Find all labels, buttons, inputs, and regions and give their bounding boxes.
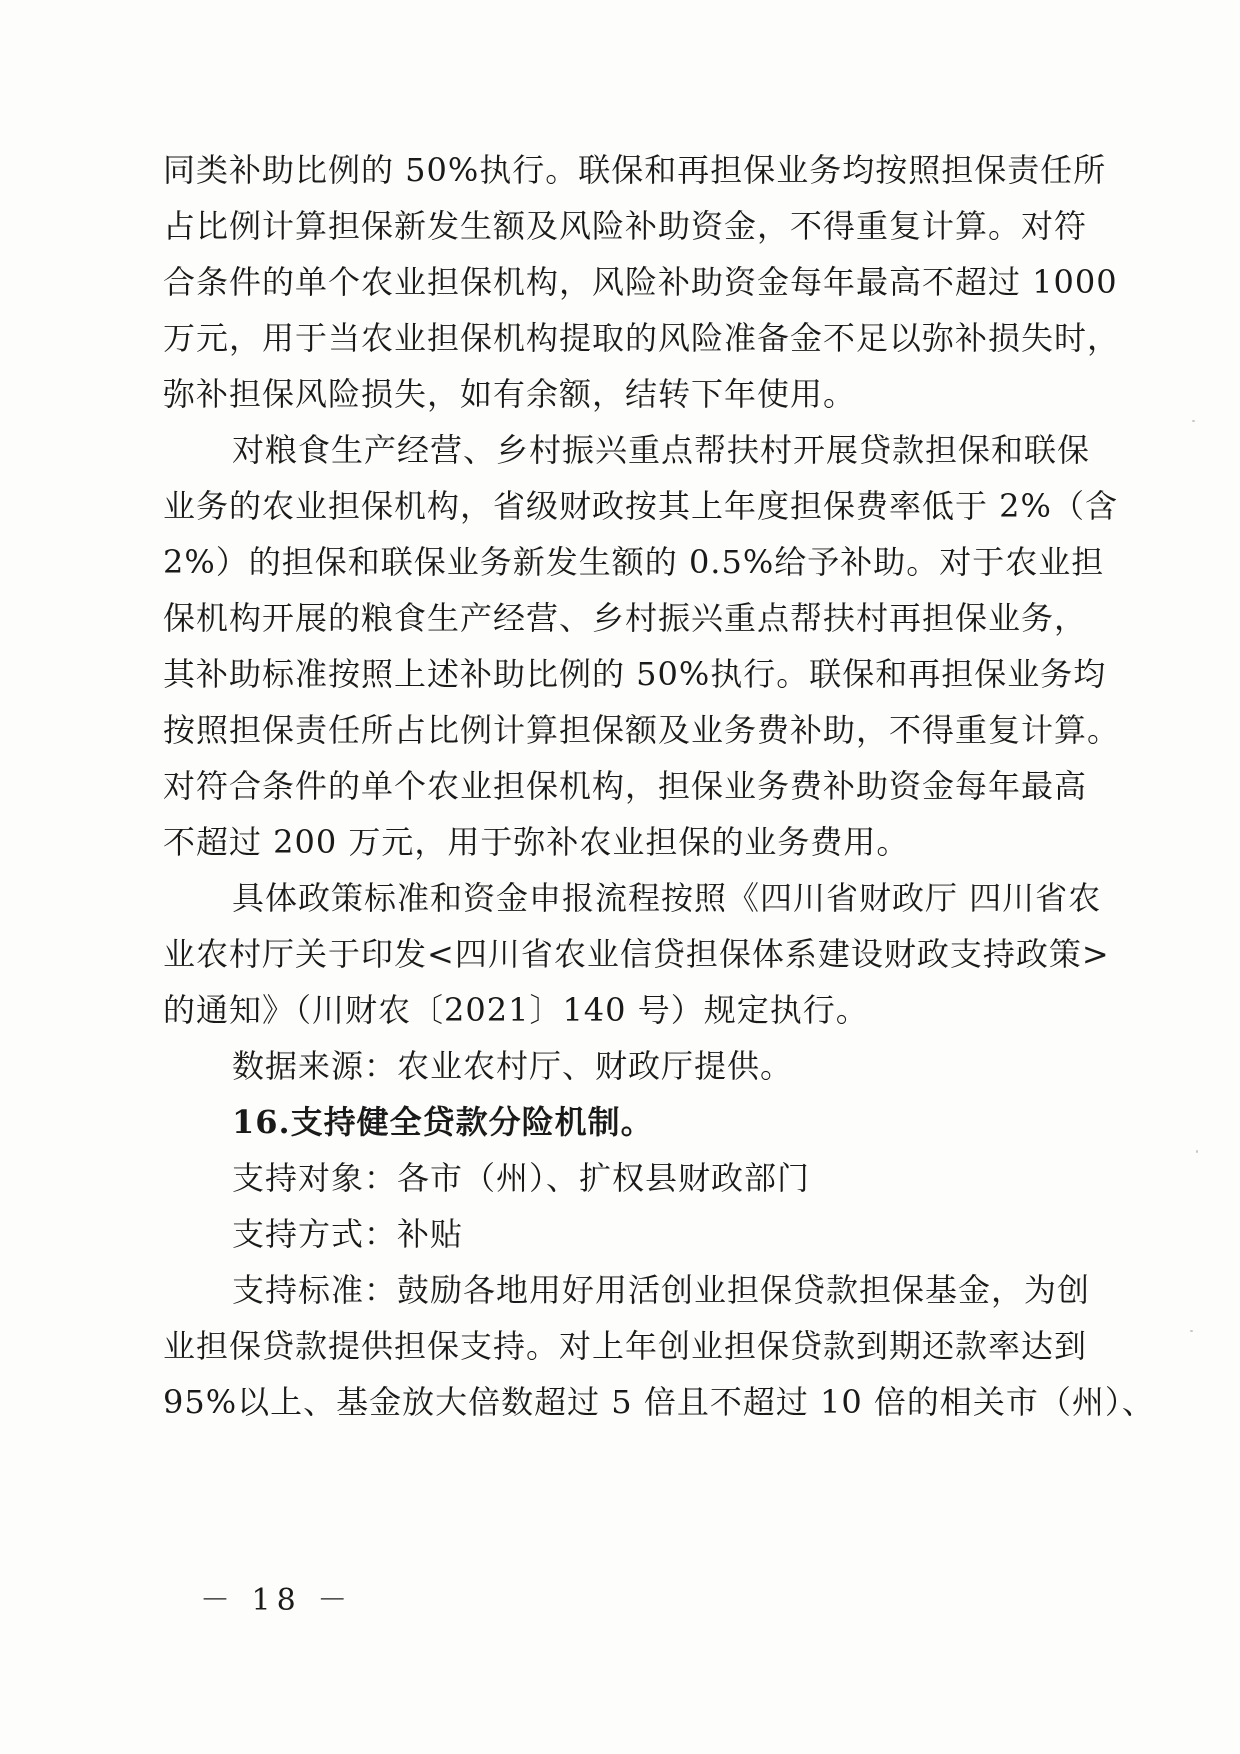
page-number: － 18 － [200,1583,354,1618]
body-line: 不超过 200 万元，用于弥补农业担保的业务费用。 [163,823,910,861]
support-standard-line: 支持标准：鼓励各地用好用活创业担保贷款担保基金，为创 [232,1271,1091,1309]
body-line: 业担保贷款提供担保支持。对上年创业担保贷款到期还款率达到 [163,1327,1088,1365]
body-line: 业务的农业担保机构，省级财政按其上年度担保费率低于 2%（含 [163,487,1118,525]
body-line: 合条件的单个农业担保机构，风险补助资金每年最高不超过 1000 [163,263,1118,301]
body-line: 其补助标准按照上述补助比例的 50%执行。联保和再担保业务均 [163,655,1107,693]
body-line: 弥补担保风险损失，如有余额，结转下年使用。 [163,375,857,413]
body-line: 占比例计算担保新发生额及风险补助资金，不得重复计算。对符 [163,207,1088,245]
scan-speck [1196,1150,1198,1153]
body-line: 95%以上、基金放大倍数超过 5 倍且不超过 10 倍的相关市（州）、 [163,1383,1155,1421]
data-source-line: 数据来源：农业农村厅、财政厅提供。 [232,1047,794,1085]
support-method-line: 支持方式：补贴 [232,1215,464,1253]
body-line: 万元，用于当农业担保机构提取的风险准备金不足以弥补损失时， [163,319,1121,357]
support-target-line: 支持对象：各市（州）、扩权县财政部门 [232,1159,811,1197]
body-line: 业农村厅关于印发<四川省农业信贷担保体系建设财政支持政策> [163,935,1110,973]
paragraph-first-line: 具体政策标准和资金申报流程按照《四川省财政厅 四川省农 [232,879,1102,917]
paragraph-first-line: 对粮食生产经营、乡村振兴重点帮扶村开展贷款担保和联保 [232,431,1091,469]
section-heading: 16.支持健全贷款分险机制。 [232,1103,654,1141]
body-line: 2%）的担保和联保业务新发生额的 0.5%给予补助。对于农业担 [163,543,1105,581]
body-line: 的通知》（川财农〔2021〕140 号）规定执行。 [163,991,869,1029]
scan-speck [1192,420,1195,422]
body-line: 按照担保责任所占比例计算担保额及业务费补助，不得重复计算。 [163,711,1121,749]
body-line: 保机构开展的粮食生产经营、乡村振兴重点帮扶村再担保业务， [163,599,1088,637]
body-line: 对符合条件的单个农业担保机构，担保业务费补助资金每年最高 [163,767,1088,805]
scan-speck [1190,1330,1193,1332]
body-line: 同类补助比例的 50%执行。联保和再担保业务均按照担保责任所 [163,151,1107,189]
